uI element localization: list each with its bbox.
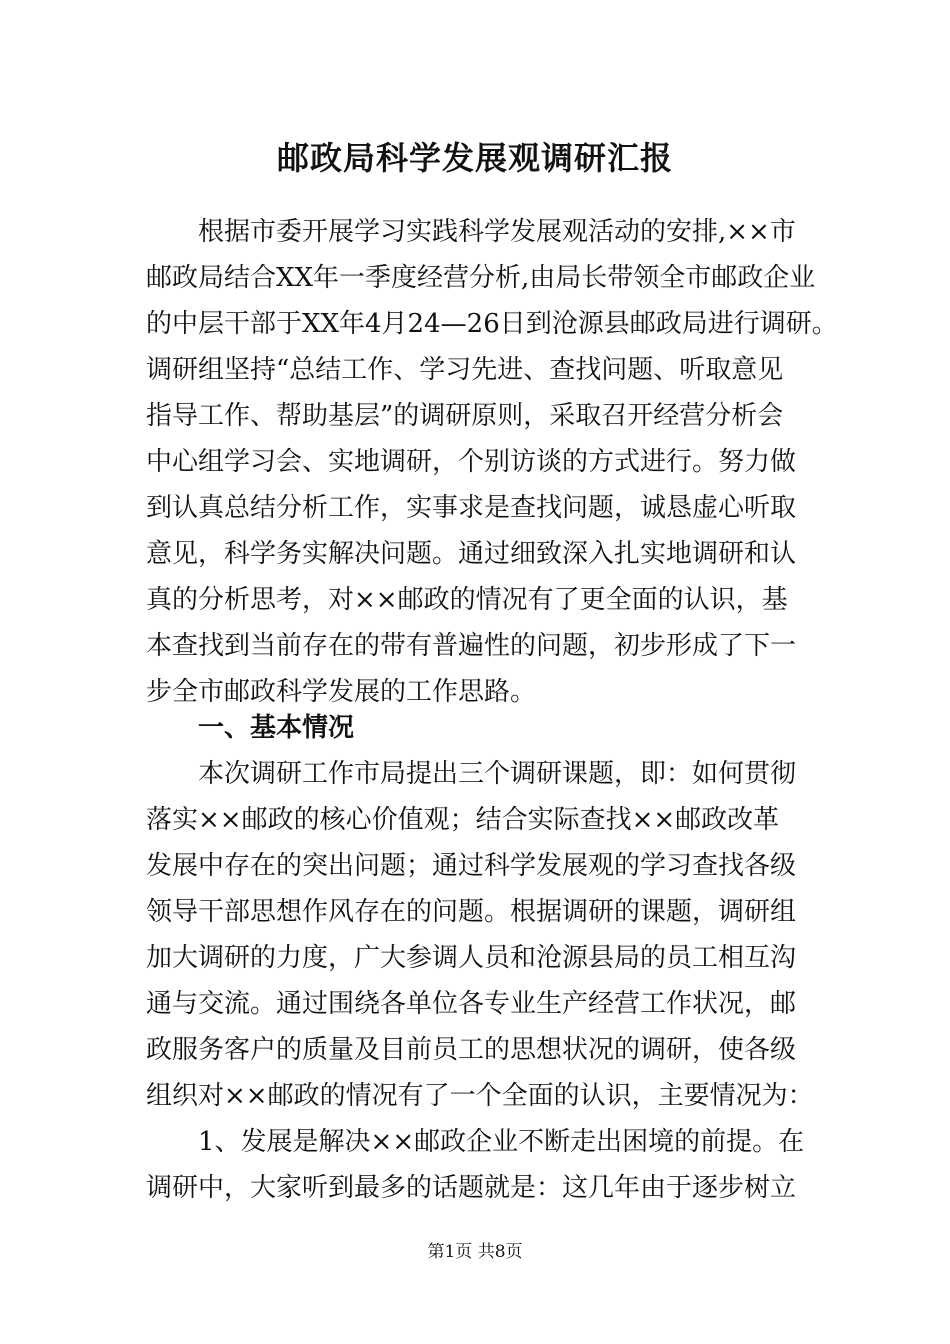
body-line: 步全市邮政科学发展的工作思路。 <box>146 677 537 707</box>
body-line: 的中层干部于XX年4月24—26日到沧源县邮政局进行调研。 <box>146 309 838 339</box>
body-line: 落实××邮政的核心价值观；结合实际查找××邮政改革 <box>146 805 780 835</box>
body-line: 组织对××邮政的情况有了一个全面的认识，主要情况为： <box>146 1081 814 1111</box>
body-line: 中心组学习会、实地调研，个别访谈的方式进行。努力做 <box>146 447 797 477</box>
body-line: 根据市委开展学习实践科学发展观活动的安排,××市 <box>146 217 796 247</box>
body-line: 政服务客户的质量及目前员工的思想状况的调研，使各级 <box>146 1035 797 1065</box>
body-line: 意见，科学务实解决问题。通过细致深入扎实地调研和认 <box>146 539 797 569</box>
body-line: 到认真总结分析工作，实事求是查找问题，诚恳虚心听取 <box>146 493 797 523</box>
body-line: 1、发展是解决××邮政企业不断走出困境的前提。在 <box>146 1127 805 1157</box>
section-heading: 一、基本情况 <box>146 713 355 743</box>
body-line: 加大调研的力度，广大参调人员和沧源县局的员工相互沟 <box>146 943 797 973</box>
body-line: 发展中存在的突出问题；通过科学发展观的学习查找各级 <box>146 851 797 881</box>
body-line: 调研组坚持“总结工作、学习先进、查找问题、听取意见 <box>146 355 784 385</box>
body-line: 通与交流。通过围绕各单位各专业生产经营工作状况，邮 <box>146 989 797 1019</box>
document-title: 邮政局科学发展观调研汇报 <box>276 139 673 177</box>
body-line: 邮政局结合XX年一季度经营分析,由局长带领全市邮政企业 <box>146 263 816 293</box>
body-line: 领导干部思想作风存在的问题。根据调研的课题，调研组 <box>146 897 797 927</box>
page-number-footer: 第1页 共8页 <box>427 1242 523 1262</box>
body-line: 本次调研工作市局提出三个调研课题，即：如何贯彻 <box>146 759 797 789</box>
body-line: 真的分析思考，对××邮政的情况有了更全面的认识，基 <box>146 585 788 615</box>
body-line: 指导工作、帮助基层”的调研原则，采取召开经营分析会 <box>146 401 784 431</box>
body-line: 本查找到当前存在的带有普遍性的问题，初步形成了下一 <box>146 631 797 661</box>
body-line: 调研中，大家听到最多的话题就是：这几年由于逐步树立 <box>146 1173 797 1203</box>
